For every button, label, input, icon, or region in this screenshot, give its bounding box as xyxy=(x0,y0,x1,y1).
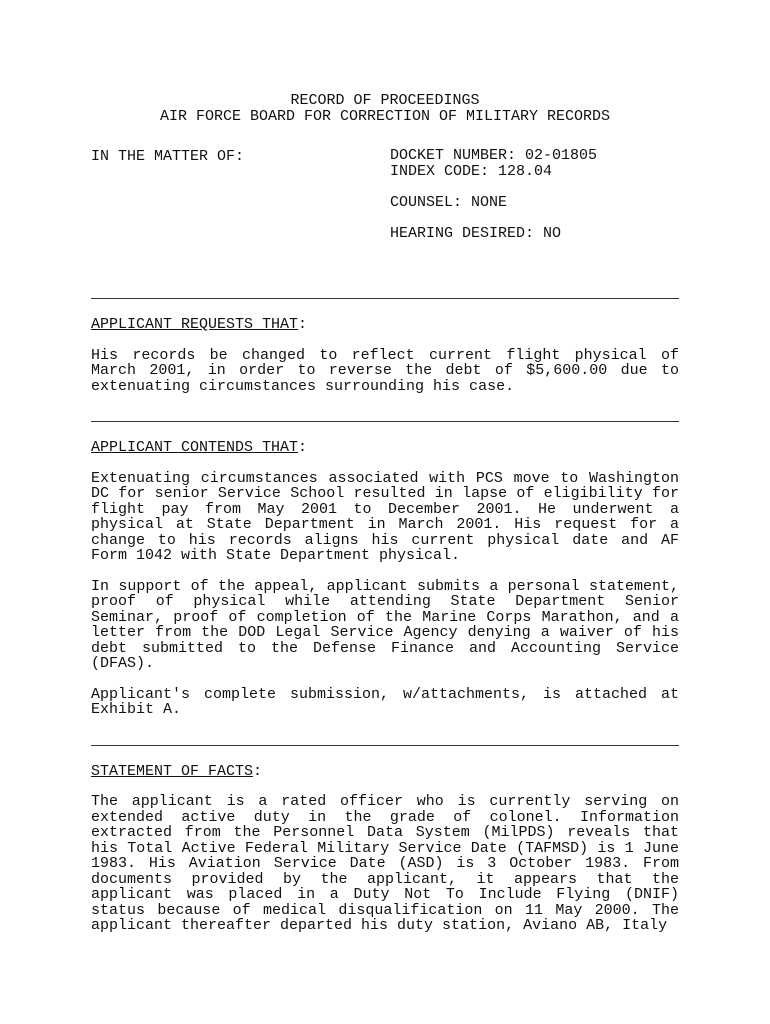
title-line-1: RECORD OF PROCEEDINGS xyxy=(290,92,480,109)
section-heading-contends: APPLICANT CONTENDS THAT: xyxy=(91,439,308,456)
section-divider xyxy=(91,421,679,422)
docket-number: DOCKET NUMBER: 02-01805 xyxy=(390,147,598,164)
index-code: INDEX CODE: 128.04 xyxy=(390,162,553,180)
section-divider xyxy=(91,745,679,746)
contends-paragraph-3: Applicant's complete submission, w/attachments, is attached at Exhibit A. xyxy=(91,685,679,718)
document-title xyxy=(91,93,679,124)
section-heading-facts: STATEMENT OF FACTS: xyxy=(91,762,263,780)
case-details xyxy=(390,148,597,241)
section-divider xyxy=(91,298,679,299)
document-page xyxy=(91,93,679,949)
requests-paragraph: His records be changed to reflect current flight physical of March 2001, in order to reverse the debt of $5,600.00 due to extenuating circumstances surrounding his case. xyxy=(91,346,679,395)
section-heading-requests: APPLICANT REQUESTS THAT: xyxy=(91,316,308,333)
contends-paragraph-1: Extenuating circumstances associated with PCS move to Washington DC for senior Service School resulted in lapse of eligibility for flight pay from May 2001 to December 2001. He underwent a physical at State Department in March 2001. His request for a change to his records aligns his current physical date and AF Form 1042 with State Department physical. xyxy=(91,469,679,564)
matter-label: IN THE MATTER OF: xyxy=(91,148,245,165)
hearing-desired: HEARING DESIRED: NO xyxy=(390,224,562,242)
facts-paragraph-1: The applicant is a rated officer who is currently serving on extended active duty in the grade of colonel. Information extracted from the Personnel Data System (MilPDS) reveals that his Total Active Federal Military Service Date (TAFMSD) is 1 June 1983. His Aviation Service Date (ASD) is 3 October 1983. From documents provided by the applicant, it appears that the applicant was placed in a Duty Not To Include Flying (DNIF) status because of medical disqualification on 11 May 2000. The applicant thereafter departed his duty station, Aviano AB, Italy xyxy=(91,793,679,934)
title-line-2: AIR FORCE BOARD FOR CORRECTION OF MILITARY RECORDS xyxy=(159,107,611,125)
counsel: COUNSEL: NONE xyxy=(390,193,508,211)
contends-paragraph-2: In support of the appeal, applicant submits a personal statement, proof of physical while attending State Department Senior Seminar, proof of completion of the Marine Corps Marathon, and a letter from the DOD Legal Service Agency denying a waiver of his debt submitted to the Defense Finance and Accounting Service (DFAS). xyxy=(91,577,679,672)
matter-block xyxy=(91,148,679,298)
